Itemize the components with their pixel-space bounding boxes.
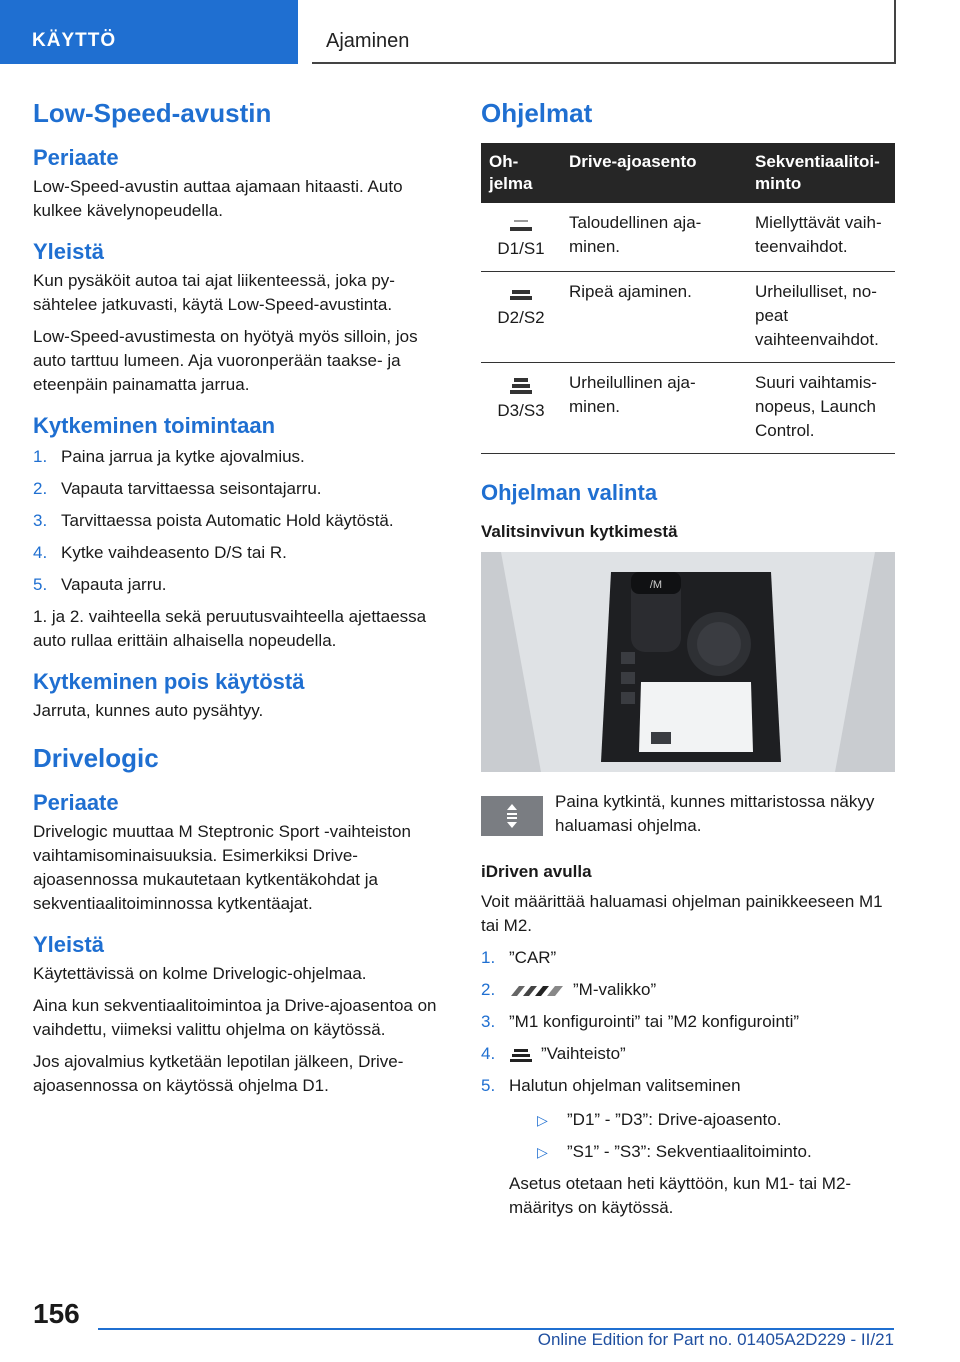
subheading-valitsin: Valitsinvivun kytkimestä	[481, 522, 678, 541]
paragraph: Low-Speed-avustin auttaa ajamaan hitaasti. Auto kulkee kävelynopeudella.	[33, 177, 403, 220]
heading-yleista: Yleistä	[33, 932, 104, 957]
program-table	[481, 143, 895, 454]
gearbox-icon	[509, 1047, 533, 1063]
table-cell: Miellyttävät vaihteenvaihdot.	[747, 203, 895, 272]
program-cell	[481, 363, 561, 454]
column-header: Ohjelma	[481, 143, 561, 203]
left-column	[33, 98, 447, 1106]
heading-ohjelmat: Ohjelmat	[481, 98, 593, 128]
column-header: Drive-ajoasento	[561, 143, 747, 203]
program-label: D3/S3	[497, 401, 545, 420]
column-header: Sekventiaalitoiminto	[747, 143, 895, 203]
section-title: Ajaminen	[312, 0, 896, 64]
list-item	[481, 1042, 895, 1066]
step-number: 2.	[481, 980, 496, 999]
sub-list-item	[537, 1108, 895, 1132]
heading-low-speed: Low-Speed-avustin	[33, 98, 272, 128]
idrive-steps-list	[481, 946, 895, 1220]
heading-periaate: Periaate	[33, 790, 119, 815]
paragraph: Aina kun sekventiaalitoimintoa ja Drive-ajoasentoa on vaihdettu, viimeksi valittu ohjelma on käytössä.	[33, 996, 437, 1039]
sub-list	[509, 1108, 895, 1164]
list-item	[33, 477, 447, 501]
table-row	[481, 272, 895, 363]
triangle-bullet-icon: ▷	[537, 1112, 548, 1128]
drivelogic-2-bars-icon	[508, 286, 534, 302]
paragraph: Low-Speed-avustimesta on hyötyä myös silloin, jos auto tarttuu lumeen. Aja vuoronperään taakse- ja eteenpäin painamatta jarrua.	[33, 327, 418, 394]
step-number: 3.	[33, 511, 48, 530]
table-row	[481, 203, 895, 272]
step-text: Vapauta tarvittaessa seisontajarru.	[61, 479, 322, 498]
table-header-row	[481, 143, 895, 203]
drivelogic-switch-icon	[481, 796, 543, 836]
list-item	[481, 1074, 895, 1220]
step-number: 1.	[481, 948, 496, 967]
paragraph: Kun pysäköit autoa tai ajat liikenteessä, joka pysähtelee jatkuvasti, käytä Low-Speed-avustinta.	[33, 271, 395, 314]
triangle-bullet-icon: ▷	[537, 1144, 548, 1160]
step-number: 1.	[33, 447, 48, 466]
step-text: ”M1 konfigurointi” tai ”M2 konfigurointi”	[509, 1012, 800, 1031]
table-cell: Urheilulliset, nopeat vaihteenvaihdot.	[747, 272, 895, 363]
step-text: Tarvittaessa poista Automatic Hold käytöstä.	[61, 511, 394, 530]
table-cell: Urheilullinen ajaminen.	[561, 363, 747, 454]
list-item	[33, 573, 447, 597]
page-number: 156	[33, 1298, 80, 1329]
paragraph: Käytettävissä on kolme Drivelogic-ohjelmaa.	[33, 964, 367, 983]
heading-valinta: Ohjelman valinta	[481, 480, 658, 505]
hint-row	[481, 790, 895, 838]
drivelogic-3-bars-icon	[508, 377, 534, 395]
paragraph: Jos ajovalmius kytketään lepotilan jälkeen, Drive-ajoasennossa on käytössä ohjelma D1.	[33, 1052, 404, 1095]
gear-selector-photo	[481, 552, 895, 772]
step-text: Paina jarrua ja kytke ajovalmius.	[61, 447, 305, 466]
right-column	[481, 98, 895, 1228]
program-cell	[481, 203, 561, 272]
steps-list	[33, 445, 447, 597]
step-number: 2.	[33, 479, 48, 498]
paragraph: Asetus otetaan heti käyttöön, kun M1- tai M2-määritys on käytössä.	[509, 1174, 852, 1217]
table-cell: Suuri vaihtamisnopeus, Launch Control.	[747, 363, 895, 454]
program-label: D1/S1	[497, 239, 545, 258]
step-number: 4.	[481, 1044, 496, 1063]
sub-step-text: ”D1” - ”D3”: Drive-ajoasento.	[567, 1110, 782, 1129]
table-row	[481, 363, 895, 454]
heading-periaate: Periaate	[33, 145, 119, 170]
subheading-idrive: iDriven avulla	[481, 862, 592, 881]
step-number: 5.	[481, 1076, 496, 1095]
step-text: ”Vaihteisto”	[541, 1044, 626, 1063]
list-item	[481, 1010, 895, 1034]
list-item	[33, 509, 447, 533]
list-item	[33, 541, 447, 565]
footer-edition: Online Edition for Part no. 01405A2D229 - II/21	[537, 1330, 894, 1349]
step-text: ”M-valikko”	[573, 980, 657, 999]
gear-console-image	[481, 552, 895, 772]
step-number: 3.	[481, 1012, 496, 1031]
svg-text:/M: /M	[649, 579, 663, 591]
step-text: Halutun ohjelman valitseminen	[509, 1076, 741, 1095]
step-number: 5.	[33, 575, 48, 594]
paragraph: 1. ja 2. vaihteella sekä peruutusvaihteella ajettaessa auto rullaa erittäin alhaisella nopeudella.	[33, 607, 427, 650]
list-item	[33, 445, 447, 469]
list-item	[481, 946, 895, 970]
heading-yleista: Yleistä	[33, 239, 104, 264]
table-cell: Ripeä ajaminen.	[561, 272, 747, 363]
m-menu-icon	[509, 984, 565, 998]
program-label: D2/S2	[497, 308, 545, 327]
paragraph: Jarruta, kunnes auto pysähtyy.	[33, 701, 264, 720]
step-text: Kytke vaihdeasento D/S tai R.	[61, 543, 287, 562]
heading-pois: Kytkeminen pois käytöstä	[33, 669, 305, 694]
hint-text: Paina kytkintä, kunnes mittaristossa näkyy haluamasi ohjelma.	[555, 792, 875, 835]
chapter-tab: KÄYTTÖ	[0, 0, 298, 64]
list-item	[481, 978, 895, 1002]
step-text: ”CAR”	[509, 948, 557, 967]
heading-kytkeminen: Kytkeminen toimintaan	[33, 413, 276, 438]
step-text: Vapauta jarru.	[61, 575, 167, 594]
program-cell	[481, 272, 561, 363]
sub-step-text: ”S1” - ”S3”: Sekventiaalitoiminto.	[567, 1142, 812, 1161]
paragraph: Drivelogic muuttaa M Steptronic Sport -vaihteiston vaihtamisominaisuuksia. Esimerkiksi Drive-ajoasennossa mukautetaan kytkentäkohdat ja sekventiaalitoiminnossa kytkentäajat.	[33, 822, 411, 913]
heading-drivelogic: Drivelogic	[33, 743, 159, 773]
paragraph: Voit määrittää haluamasi ohjelman painikkeeseen M1 tai M2.	[481, 892, 883, 935]
sub-list-item	[537, 1140, 895, 1164]
table-cell: Taloudellinen ajaminen.	[561, 203, 747, 272]
step-number: 4.	[33, 543, 48, 562]
drivelogic-1-bar-icon	[508, 217, 534, 233]
